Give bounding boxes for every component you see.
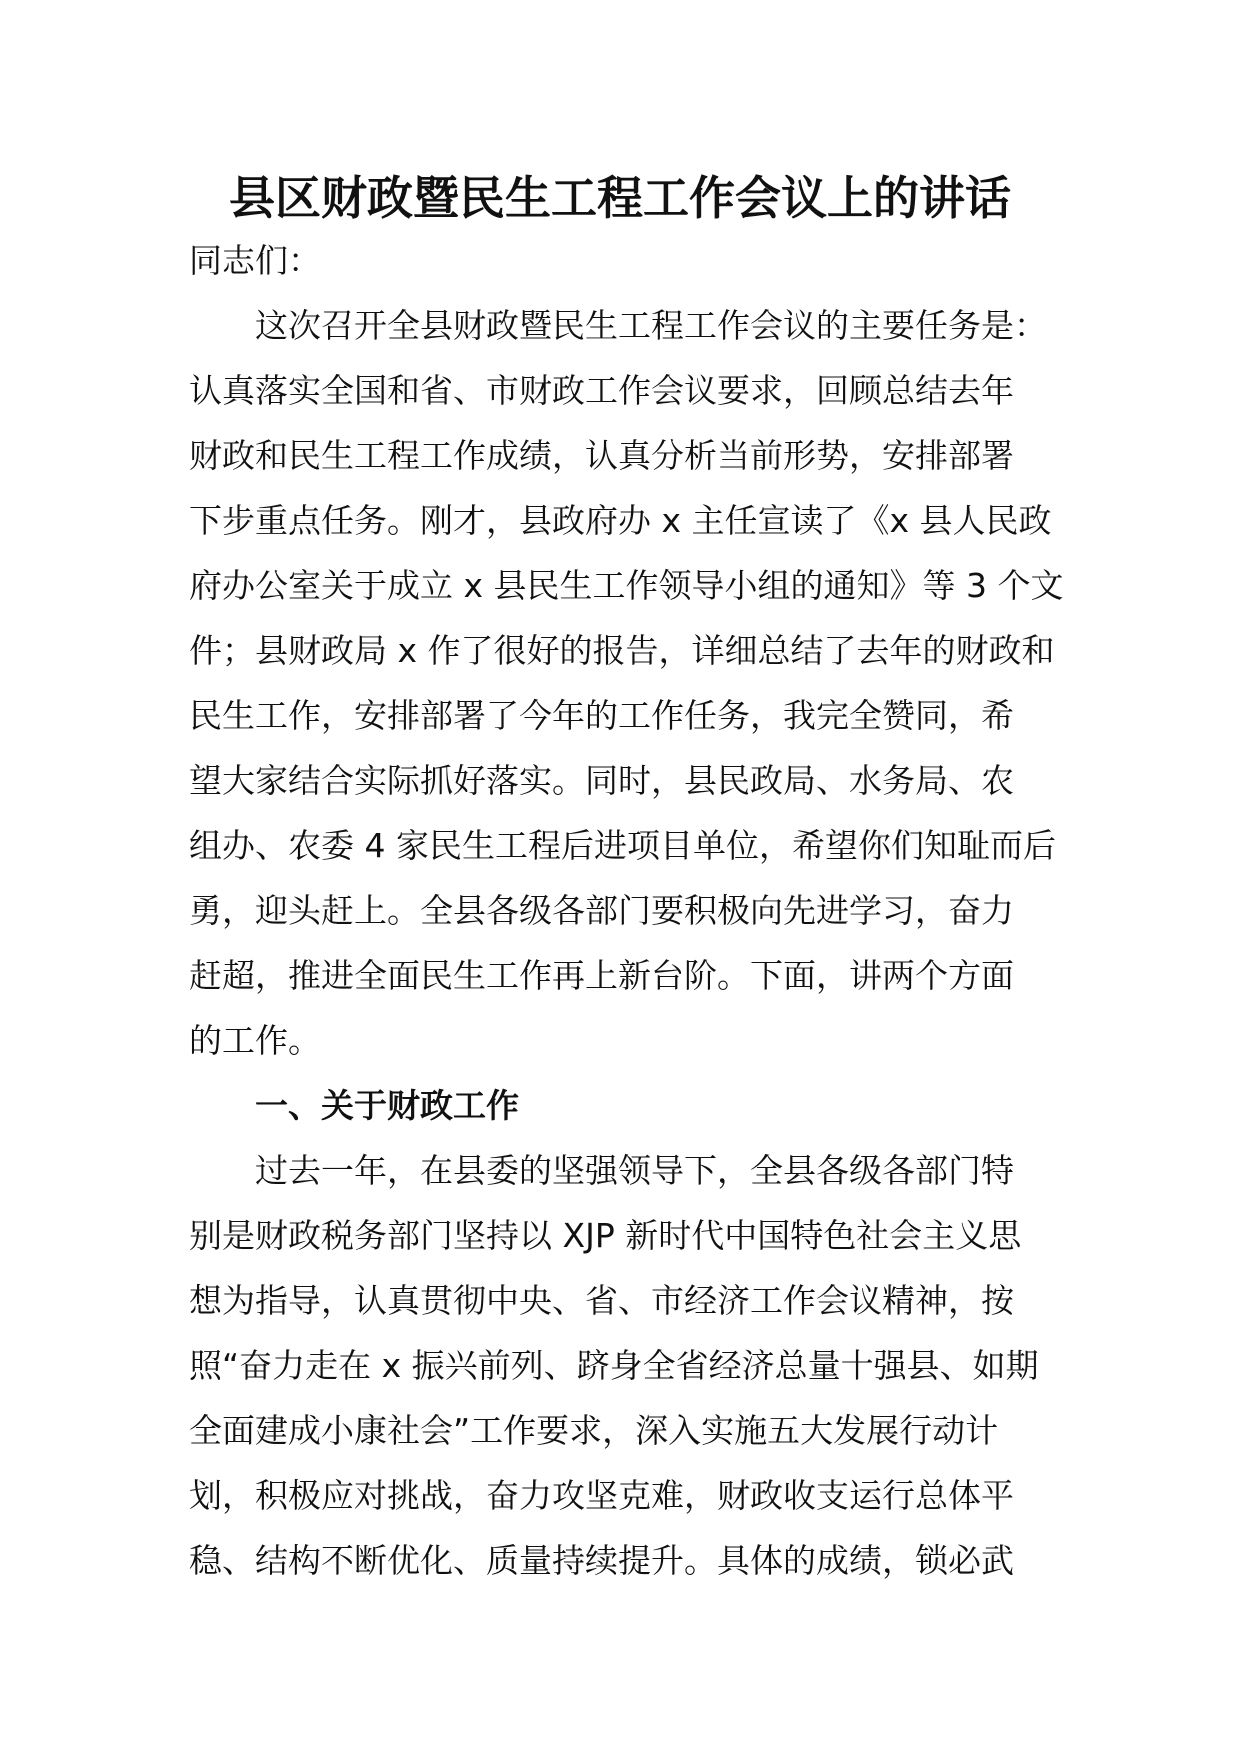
body-line-14: 过去一年，在县委的坚强领导下，全县各级各部门特 <box>255 1151 1014 1190</box>
body-line-12: 的工作。 <box>189 1021 321 1060</box>
body-line-2: 认真落实全国和省、市财政工作会议要求，回顾总结去年 <box>189 371 1014 410</box>
body-line-10: 勇，迎头赶上。全县各级各部门要积极向先进学习，奋力 <box>189 891 1014 930</box>
body-line-6: 件；县财政局 x 作了很好的报告，详细总结了去年的财政和 <box>189 631 1055 670</box>
body-line-20: 稳、结构不断优化、质量持续提升。具体的成绩，锁必武 <box>189 1541 1014 1580</box>
body-line-19: 划，积极应对挑战，奋力攻坚克难，财政收支运行总体平 <box>189 1476 1014 1515</box>
body-line-11: 赶超，推进全面民生工作再上新台阶。下面，讲两个方面 <box>189 956 1014 995</box>
body-line-17: 照“奋力走在 x 振兴前列、跻身全省经济总量十强县、如期 <box>189 1346 1039 1385</box>
document-title: 县区财政暨民生工程工作会议上的讲话 <box>229 171 1011 225</box>
salutation: 同志们： <box>189 241 321 280</box>
body-line-15: 别是财政税务部门坚持以 XJP 新时代中国特色社会主义思 <box>189 1216 1022 1255</box>
body-line-9: 组办、农委 4 家民生工程后进项目单位，希望你们知耻而后 <box>189 826 1056 865</box>
section-heading: 一、关于财政工作 <box>255 1086 519 1125</box>
body-line-7: 民生工作，安排部署了今年的工作任务，我完全赞同，希 <box>189 696 1014 735</box>
body-line-3: 财政和民生工程工作成绩，认真分析当前形势，安排部署 <box>189 436 1014 475</box>
body-line-18: 全面建成小康社会”工作要求，深入实施五大发展行动计 <box>189 1411 999 1450</box>
body-line-5: 府办公室关于成立 x 县民生工作领导小组的通知》等 3 个文 <box>189 566 1064 605</box>
body-line-8: 望大家结合实际抓好落实。同时，县民政局、水务局、农 <box>189 761 1014 800</box>
body-line-16: 想为指导，认真贯彻中央、省、市经济工作会议精神，按 <box>189 1281 1014 1320</box>
body-line-4: 下步重点任务。刚才，县政府办 x 主任宣读了《x 县人民政 <box>189 501 1052 540</box>
body-line-1: 这次召开全县财政暨民生工程工作会议的主要任务是： <box>255 306 1047 345</box>
